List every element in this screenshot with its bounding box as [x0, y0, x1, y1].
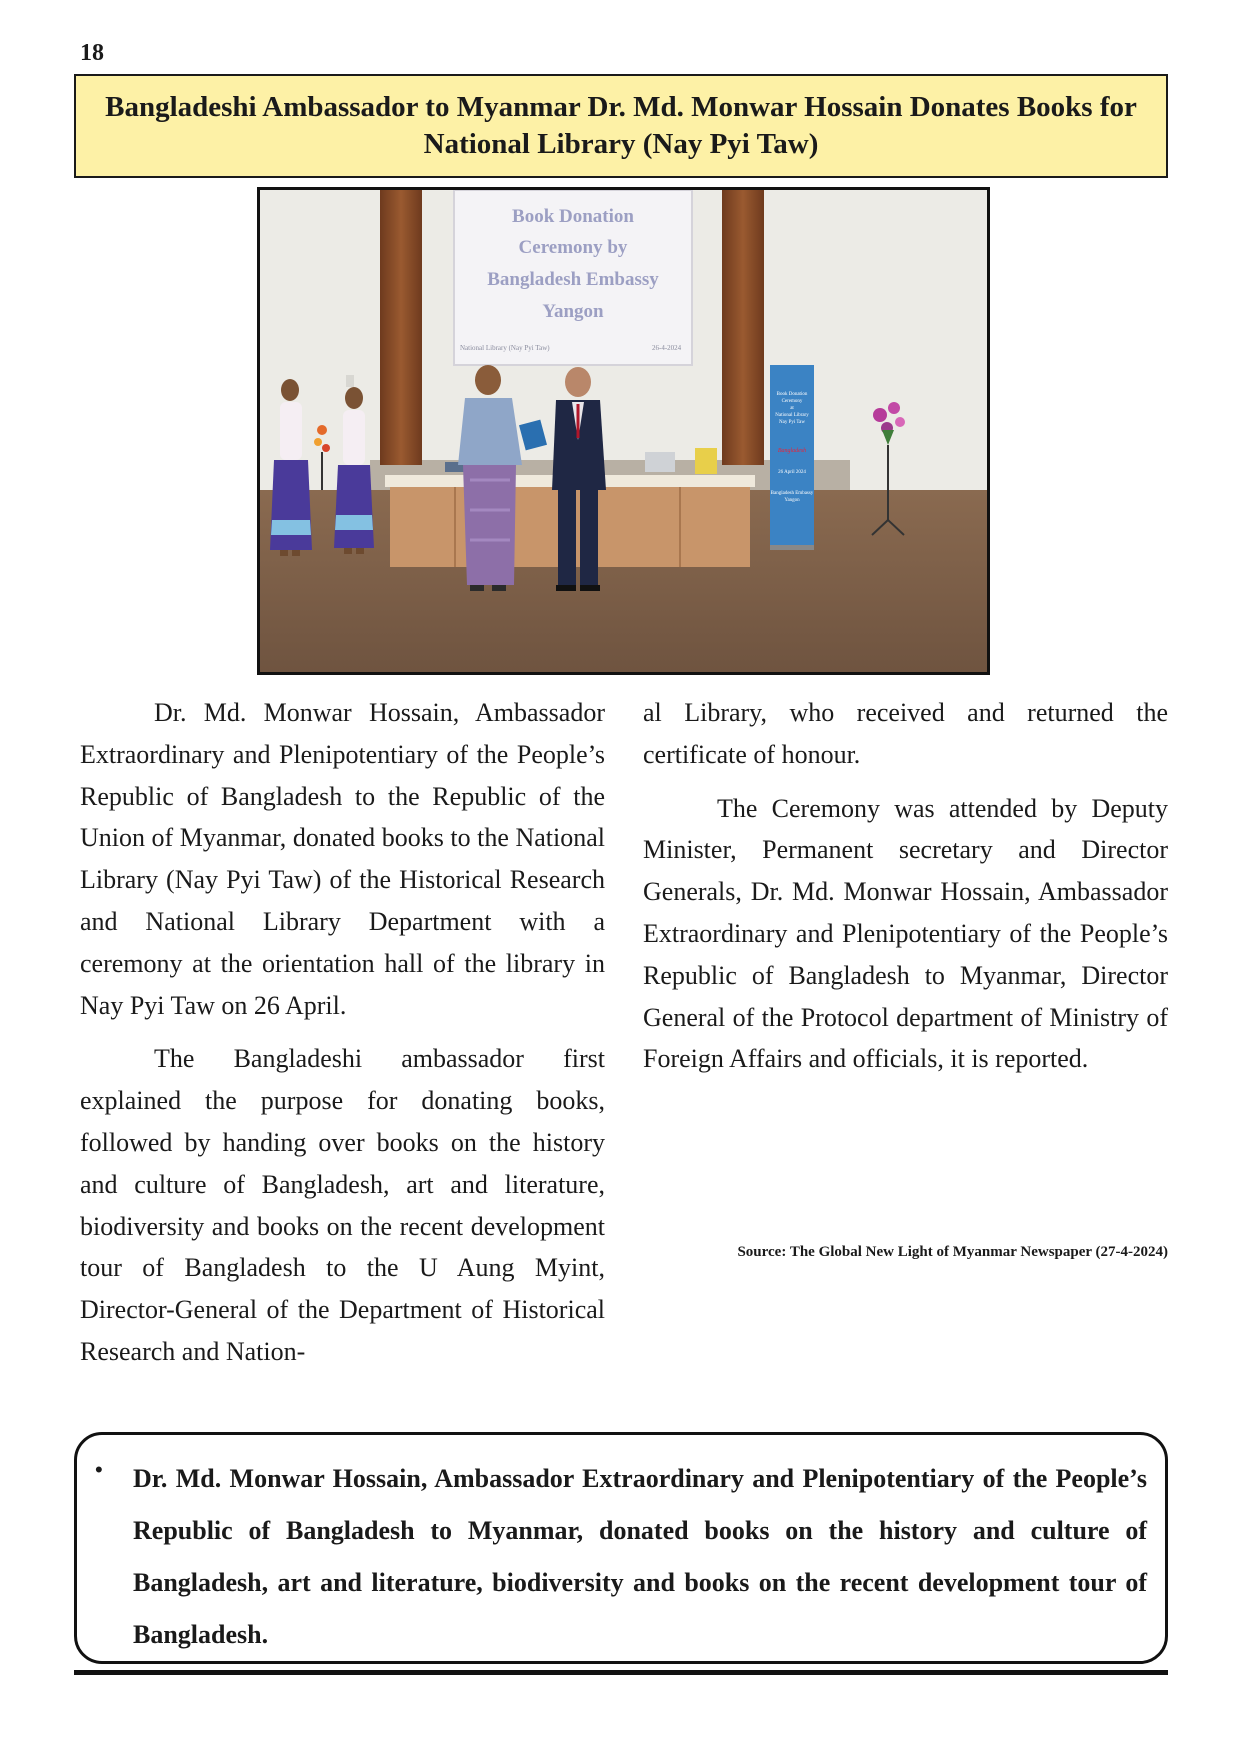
- article-paragraph-2-continued: al Library, who received and returned the certificate of honour.: [643, 698, 1168, 769]
- ceremony-photo-illustration: [260, 190, 987, 672]
- footer-rule: [74, 1670, 1168, 1675]
- wood-pillar-right: [722, 190, 764, 465]
- summary-text: Dr. Md. Monwar Hossain, Ambassador Extraordinary and Plenipotentiary of the People’s Republic of Bangladesh to Myanmar, donated books on the history and culture of Bangladesh, art and literature, biodiversity and books on the recent development tour of Bangladesh.: [133, 1464, 1147, 1649]
- banner-line-7: Yangon: [784, 498, 800, 503]
- bullet-icon: •: [95, 1457, 103, 1482]
- banner-date: 26 April 2024: [778, 470, 806, 475]
- yellow-book: [695, 448, 717, 474]
- screen-venue: National Library (Nay Pyi Taw): [460, 344, 550, 352]
- title-box: [74, 74, 1168, 178]
- book-stack: [645, 452, 675, 472]
- screen-line-4: Yangon: [542, 301, 604, 322]
- article-column-left: [80, 692, 605, 1385]
- banner-line-4: National Library: [775, 413, 809, 418]
- article-paragraph-1: Dr. Md. Monwar Hossain, Ambassador Extraordinary and Plenipotentiary of the People’s Republic of Bangladesh to the Republic of the Union of Myanmar, donated books to the National Library (Nay Pyi Taw) of the Historical Research and National Library Department with a ceremony at the orientation hall of the library in Nay Pyi Taw on 26 April.: [80, 698, 605, 1020]
- wall-switch: [346, 375, 354, 387]
- article-title: Bangladeshi Ambassador to Myanmar Dr. Md. Monwar Hossain Donates Books for National Library (Nay Pyi Taw): [105, 91, 1137, 160]
- screen-date: 26-4-2024: [652, 344, 682, 352]
- banner-line-2: Ceremony: [781, 399, 803, 404]
- banner-line-5: Nay Pyi Taw: [779, 420, 805, 425]
- screen-line-1: Book Donation: [512, 206, 634, 227]
- page-number: 18: [80, 40, 104, 66]
- screen-line-2: Ceremony by: [518, 237, 628, 258]
- summary-box: [74, 1432, 1168, 1664]
- article-column-right: [643, 692, 1168, 1092]
- ceremony-photo: [257, 187, 990, 675]
- banner-line-6: Bangladesh Embassy: [770, 491, 814, 496]
- article-paragraph-3: The Ceremony was attended by Deputy Minister, Permanent secretary and Director Generals, Dr. Md. Monwar Hossain, Ambassador Extraordinary and Plenipotentiary of the People’s Republic of Bangladesh to Myanmar, Director General of the Protocol department of Ministry of Foreign Affairs and officials, it is reported.: [643, 793, 1168, 1074]
- banner-line-3: at: [790, 406, 794, 411]
- banner-line-1: Book Donation: [776, 392, 808, 397]
- source-credit: Source: The Global New Light of Myanmar Newspaper (27-4-2024): [737, 1244, 1168, 1260]
- banner-stand: [770, 545, 814, 550]
- banner-logo: Bangladesh: [777, 448, 807, 454]
- article-paragraph-2: The Bangladeshi ambassador first explained the purpose for donating books, followed by handing over books on the history and culture of Bangladesh, art and literature, biodiversity and books on the recent development tour of Bangladesh to the U Aung Myint, Director-General of the Department of Historical Research and Nation-: [80, 1044, 605, 1366]
- screen-line-3: Bangladesh Embassy: [487, 269, 659, 290]
- wood-pillar-left: [380, 190, 422, 465]
